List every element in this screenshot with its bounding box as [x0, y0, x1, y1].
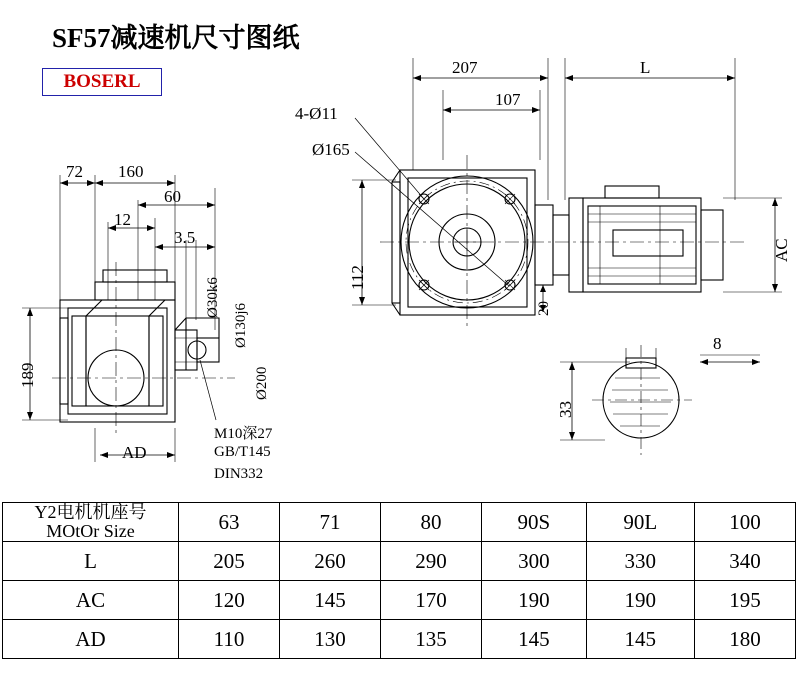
dim-20: 20: [536, 301, 552, 316]
cell-AC-4: 190: [586, 581, 694, 620]
cell-L-0: 205: [179, 542, 280, 581]
cell-L-2: 290: [381, 542, 482, 581]
cell-L-4: 330: [586, 542, 694, 581]
cell-AD-2: 135: [381, 620, 482, 659]
table-cell-size-0: 63: [179, 503, 280, 542]
dim-33: 33: [556, 401, 575, 418]
dim-160: 160: [118, 162, 144, 181]
row-label-L: L: [3, 542, 179, 581]
table-header-cell: [3, 503, 179, 542]
cell-AD-1: 130: [280, 620, 381, 659]
dim-72: 72: [66, 162, 83, 181]
table-row-header: [3, 503, 796, 542]
specification-table: [2, 502, 796, 659]
dim-D130j6: Ø130j6: [233, 303, 249, 348]
dim-3-5: 3.5: [174, 228, 196, 247]
dim-D165: Ø165: [312, 140, 350, 159]
cell-AC-0: 120: [179, 581, 280, 620]
row-label-AD: AD: [3, 620, 179, 659]
table-row-AC: [3, 581, 796, 620]
note-thread-depth: M10深27: [214, 426, 273, 442]
cell-L-5: 340: [694, 542, 795, 581]
dim-4xD11: 4-Ø11: [295, 104, 338, 123]
note-standard-gb: GB/T145: [214, 444, 271, 460]
table-row-L: [3, 542, 796, 581]
table-row-AD: [3, 620, 796, 659]
cell-AC-3: 190: [482, 581, 587, 620]
dim-207: 207: [452, 58, 478, 77]
cell-AC-2: 170: [381, 581, 482, 620]
cell-AC-5: 195: [694, 581, 795, 620]
table-cell-size-3: 90S: [482, 503, 587, 542]
cell-AD-3: 145: [482, 620, 587, 659]
dim-8: 8: [713, 334, 722, 353]
dim-AC: AC: [772, 238, 791, 262]
cell-AD-4: 145: [586, 620, 694, 659]
header-line-en: MOtOr Size: [46, 521, 135, 541]
cell-AC-1: 145: [280, 581, 381, 620]
dim-60: 60: [164, 187, 181, 206]
cell-AD-0: 110: [179, 620, 280, 659]
dim-107: 107: [495, 90, 521, 109]
cell-L-1: 260: [280, 542, 381, 581]
page-title: SF57减速机尺寸图纸: [52, 23, 300, 53]
table-cell-size-4: 90L: [586, 503, 694, 542]
table-cell-size-1: 71: [280, 503, 381, 542]
brand-logo-text: BOSERL: [63, 71, 141, 92]
cell-AD-5: 180: [694, 620, 795, 659]
dim-D30k6: Ø30k6: [205, 277, 221, 318]
table-cell-size-2: 80: [381, 503, 482, 542]
dim-L: L: [640, 58, 651, 77]
dim-D200: Ø200: [254, 366, 270, 400]
dim-112: 112: [348, 265, 367, 290]
table-cell-size-5: 100: [694, 503, 795, 542]
dim-12: 12: [114, 210, 131, 229]
dim-AD: AD: [122, 443, 147, 462]
note-standard-din: DIN332: [214, 466, 264, 482]
header-line-cn: Y2电机机座号: [34, 502, 147, 523]
dim-189: 189: [18, 362, 37, 388]
row-label-AC: AC: [3, 581, 179, 620]
cell-L-3: 300: [482, 542, 587, 581]
